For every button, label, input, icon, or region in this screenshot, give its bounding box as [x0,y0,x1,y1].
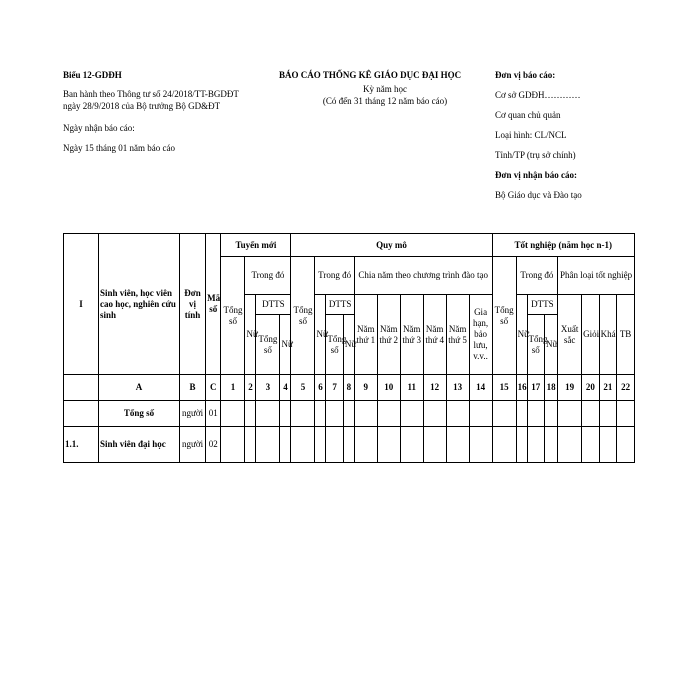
scale-dtts: DTTS [326,295,354,315]
index-cell: 19 [558,375,582,401]
grad-avg: TB [617,295,635,375]
index-cell: 18 [545,375,558,401]
receiver-value: Bộ Giáo dục và Đào tạo [495,190,582,200]
scale-dtts-female: Nữ [343,315,354,375]
grad-within: Trong đó [516,257,558,295]
scale-female: Nữ [315,295,326,375]
row-label: Tổng số [98,401,179,427]
receiver-label: Đơn vị nhận báo cáo: [495,170,578,180]
report-title: BÁO CÁO THỐNG KÊ GIÁO DỤC ĐẠI HỌC [279,70,462,80]
group-graduation: Tốt nghiệp (năm học n-1) [492,234,634,257]
year-5: Năm thứ 5 [446,295,469,375]
enroll-dtts-total: Tổng số [256,315,280,375]
reporter-agency: Cơ quan chủ quản [495,110,561,120]
index-cell: 16 [516,375,527,401]
extension: Gia hạn, bảo lưu, v.v.. [469,295,492,375]
table-row [64,427,635,463]
row-number: 1.1. [64,427,99,463]
group-enroll: Tuyển mới [221,234,291,257]
index-cell: 9 [354,375,377,401]
scale-dtts-total: Tổng số [326,315,343,375]
row-label: Sinh viên đại học [98,427,179,463]
index-cell: 15 [492,375,516,401]
index-cell: 4 [280,375,291,401]
reporter-province: Tỉnh/TP (trụ sở chính) [495,150,576,160]
issued-line-2: ngày 28/9/2018 của Bộ trưởng Bộ GD&ĐT [63,101,221,111]
scale-breakdown: Chia năm theo chương trình đào tạo [354,257,492,295]
receive-date-label: Ngày nhận báo cáo: [63,123,135,133]
index-cell: 22 [617,375,635,401]
index-cell: 8 [343,375,354,401]
row-unit: người [179,401,205,427]
receive-date-value: Ngày 15 tháng 01 năm báo cáo [63,143,175,153]
enroll-total: Tổng số [221,257,245,375]
row-code: 01 [206,401,221,427]
row-code: 02 [206,427,221,463]
grad-total: Tổng số [492,257,516,375]
col-header-code: Mã số [206,234,221,375]
form-code: Biểu 12-GDĐH [63,70,122,80]
index-cell: A [98,375,179,401]
year-3: Năm thứ 3 [400,295,423,375]
enroll-dtts-female: Nữ [280,315,291,375]
col-header-unit: Đơn vị tính [179,234,205,375]
scale-total: Tổng số [291,257,315,375]
year-1: Năm thứ 1 [354,295,377,375]
grad-female: Nữ [516,295,527,375]
grad-dtts: DTTS [527,295,558,315]
index-cell: 3 [256,375,280,401]
group-scale: Quy mô [291,234,492,257]
row-number [64,401,99,427]
grad-excellent: Xuất sắc [558,295,582,375]
index-cell: 7 [326,375,343,401]
grad-classification: Phân loại tốt nghiệp [558,257,635,295]
index-cell: 11 [400,375,423,401]
index-cell: C [206,375,221,401]
col-header-i: I [64,234,99,375]
report-subtitle-2: (Có đến 31 tháng 12 năm báo cáo) [322,96,448,106]
index-cell: 10 [377,375,400,401]
statistics-table [63,233,635,463]
index-cell: 14 [469,375,492,401]
index-cell: 6 [315,375,326,401]
scale-within: Trong đó [315,257,354,295]
col-header-subject: Sinh viên, học viên cao học, nghiên cứu sinh [98,234,179,375]
reporter-school: Cơ sở GDĐH………… [495,90,581,100]
enroll-within: Trong đó [245,257,291,295]
index-cell: 20 [582,375,599,401]
row-unit: người [179,427,205,463]
year-4: Năm thứ 4 [423,295,446,375]
index-cell: 1 [221,375,245,401]
grad-dtts-total: Tổng số [527,315,544,375]
grad-fair: Khá [599,295,616,375]
issued-line-1: Ban hành theo Thông tư số 24/2018/TT-BGDĐT [63,89,239,99]
report-subtitle-1: Kỳ năm học [363,84,407,94]
enroll-dtts: DTTS [256,295,291,315]
grad-dtts-female: Nữ [545,315,558,375]
index-row [64,375,635,401]
index-cell: 13 [446,375,469,401]
index-cell: 2 [245,375,256,401]
index-cell: 17 [527,375,544,401]
table-row [64,401,635,427]
index-cell: 5 [291,375,315,401]
index-cell: 12 [423,375,446,401]
index-cell: 21 [599,375,616,401]
index-cell: B [179,375,205,401]
enroll-female: Nữ [245,295,256,375]
reporter-label: Đơn vị báo cáo: [495,70,556,80]
grad-good: Giỏi [582,295,599,375]
reporter-type: Loại hình: CL/NCL [495,130,567,140]
year-2: Năm thứ 2 [377,295,400,375]
